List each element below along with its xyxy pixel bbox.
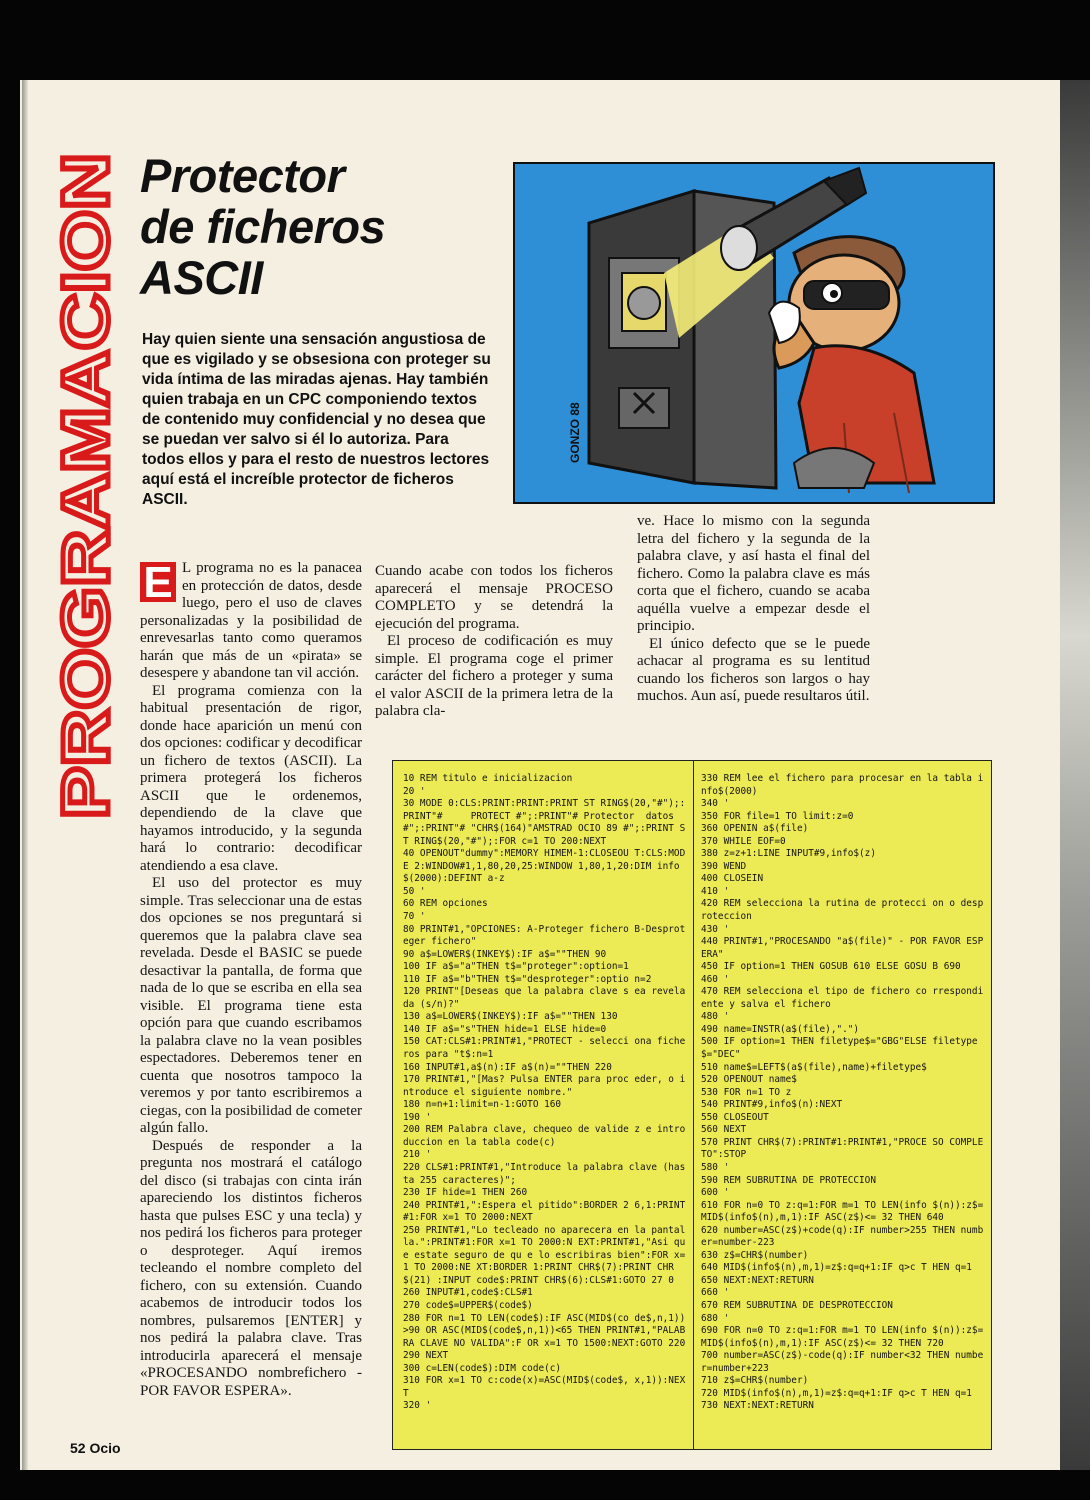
title-line-2: de ficheros [140, 200, 386, 253]
body-paragraph-text: L programa no es la panacea en protección de datos, desde luego, pero el uso de claves personalizadas y la posibilidad de enrevesarlas tanto como queramos harán que más de un «pirata» se desespere y abandone tan vil acción. [140, 560, 362, 681]
body-paragraph: El uso del protector es muy simple. Tras seleccionar una de estas dos opciones se nos preguntará si queremos que la palabra clave sea revelada. Desde el BASIC se puede desactivar la pantalla, de forma que nada de lo que se escriba en ella sea visible. El programa tiene esta opción para que cuando escribamos la palabra clave no la vean posibles espectadores. Deberemos tener en cuenta que nosotros tampoco la veremos y por tanto escribiremos a ciegas, con la posibilidad de cometer algún fallo. [140, 875, 362, 1136]
title-line-3: ASCII [140, 251, 263, 304]
drop-cap: E [140, 562, 176, 602]
listing-column-divider [693, 761, 694, 1449]
body-column-2 [375, 563, 613, 721]
code-listing-box [392, 760, 992, 1450]
body-column-1 [140, 560, 362, 1400]
body-paragraph: El proceso de codificación es muy simple. El programa coge el primer carácter del fichero a proteger y suma el valor ASCII de la primera letra de la palabra cla- [375, 633, 613, 719]
body-paragraph: El único defecto que se le puede achacar al programa es su lentitud cuando los ficheros son largos o hay muchos. Aun así, puede resultaros útil. [637, 635, 870, 704]
section-label-text: PROGRAMACION [48, 261, 122, 819]
adjacent-page-edge [1060, 80, 1090, 1470]
body-column-3 [637, 513, 870, 706]
illustration-signature: GONZO 88 [568, 402, 582, 463]
title-line-1: Protector [140, 149, 345, 202]
lead-paragraph: Hay quien siente una sensación angustiosa de que es vigilado y se obsesiona con proteger su vida íntima de las miradas ajenas. Hay también quien trabaja en un CPC componiendo textos de contenido muy confidencial y no desea que se puedan ver salvo si él lo autoriza. Para todos ellos y para el resto de nuestros lectores aquí está el increíble protector de ficheros ASCII. [142, 331, 491, 508]
body-paragraph [140, 560, 362, 683]
body-paragraph: ve. Hace lo mismo con la segunda letra del fichero y la segunda de la palabra clave, y así hasta el final del fichero. Como la palabra clave es más corta que el fichero, cuando se acaba aquélla vuelve a empezar desde el principio. [637, 513, 870, 634]
article-title [140, 150, 385, 303]
page-folio: 52 Ocio [70, 1440, 121, 1456]
section-label [48, 152, 122, 822]
code-listing-left: 10 REM titulo e inicializacion 20 ' 30 MODE 0:CLS:PRINT:PRINT:PRINT ST RING$(20,"#");:PRINT"# PROTECT #";:PRINT"# Protector datos #";:PRINT"# "CHR$(164)"AMSTRAD OCIO 89 #";:PRINT ST RING$(20,"#");:FOR c=1 TO 200:NEXT 40 OPENOUT"dummy":MEMORY HIMEM-1:CLOSEOU T:CLS:MODE 2:WINDOW#1,1,80,20,25:WINDOW 1,80,1,20:DIM info$(2000):DEFINT a-z 50 ' 60 REM opciones 70 ' 80 PRINT#1,"OPCIONES: A-Proteger fichero B-Desproteger fichero" 90 a$=LOWER$(INKEY$):IF a$=""THEN 90 100 IF a$="a"THEN t$="proteger":option=1 110 IF a$="b"THEN t$="desproteger":optio n=2 120 PRINT"[Deseas que la palabra clave s ea revelada (s/n)?" 130 a$=LOWER$(INKEY$):IF a$=""THEN 130 140 IF a$="s"THEN hide=1 ELSE hide=0 150 CAT:CLS#1:PRINT#1,"PROTECT - selecci ona ficheros para "t$:n=1 160 INPUT#1,a$(n):IF a$(n)=""THEN 220 170 PRINT#1,"[Mas? Pulsa ENTER para proc eder, o introduce el siguiente nombre." 180 n=n+1:limit=n-1:GOTO 160 190 ' 200 REM Palabra clave, chequeo de valide z e introduccion en la tabla code(c) 210 ' 220 CLS#1:PRINT#1,"Introduce la palabra clave (hasta 255 caracteres)"; 230 IF hide=1 THEN 260 240 PRINT#1,":Espera el pitido":BORDER 2 6,1:PRINT#1:FOR x=1 TO 2000:NEXT 250 PRINT#1,"Lo tecleado no aparecera en la pantalla.":PRINT#1:FOR x=1 TO 2000:N EXT:PRINT#1,"Asi que estate seguro de qu e lo escribiras bien":FOR x=1 TO 2000:NE XT:BORDER 1:PRINT CHR$(7):PRINT CHR$(21) :INPUT code$:PRINT CHR$(6):CLS#1:GOTO 27 0 260 INPUT#1,code$:CLS#1 270 code$=UPPER$(code$) 280 FOR n=1 TO LEN(code$):IF ASC(MID$(co de$,n,1))>90 OR ASC(MID$(code$,n,1))<65 THEN PRINT#1,"PALABRA CLAVE NO VALIDA":F OR x=1 TO 1500:NEXT:GOTO 220 290 NEXT 300 c=LEN(code$):DIM code(c) 310 FOR x=1 TO c:code(x)=ASC(MID$(code$, x,1)):NEXT 320 ' [403, 773, 686, 1412]
body-paragraph: El programa comienza con la habitual presentación de rigor, donde hace aparición un menú con dos opciones: codificar y decodificar un fichero de textos (ASCII). La primera protegerá los ficheros ASCII que le ordenemos, dependiendo de la clave que hayamos introducido, y la segunda hará lo contrario: decodificar atendiendo a esa clave. [140, 682, 362, 874]
page-spine-shadow [22, 80, 28, 1470]
cartoon-illustration [514, 163, 994, 503]
body-paragraph: Cuando acabe con todos los ficheros aparecerá el mensaje PROCESO COMPLETO y se detendrá la ejecución del programa. [375, 563, 613, 632]
code-listing-right: 330 REM lee el fichero para procesar en la tabla info$(2000) 340 ' 350 FOR file=1 TO limit:z=0 360 OPENIN a$(file) 370 WHILE EOF=0 380 z=z+1:LINE INPUT#9,info$(z) 390 WEND 400 CLOSEIN 410 ' 420 REM selecciona la rutina de protecci on o desproteccion 430 ' 440 PRINT#1,"PROCESANDO "a$(file)" - POR FAVOR ESPERA" 450 IF option=1 THEN GOSUB 610 ELSE GOSU B 690 460 ' 470 REM selecciona el tipo de fichero co rrespondiente y salva el fichero 480 ' 490 name=INSTR(a$(file),".") 500 IF option=1 THEN filetype$="GBG"ELSE filetype$="DEC" 510 name$=LEFT$(a$(file),name)+filetype$ 520 OPENOUT name$ 530 FOR n=1 TO z 540 PRINT#9,info$(n):NEXT 550 CLOSEOUT 560 NEXT 570 PRINT CHR$(7):PRINT#1:PRINT#1,"PROCE SO COMPLETO":STOP 580 ' 590 REM SUBRUTINA DE PROTECCION 600 ' 610 FOR n=0 TO z:q=1:FOR m=1 TO LEN(info $(n)):z$=MID$(info$(n),m,1):IF ASC(z$)<= 32 THEN 640 620 number=ASC(z$)+code(q):IF number>255 THEN number=number-223 630 z$=CHR$(number) 640 MID$(info$(n),m,1)=z$:q=q+1:IF q>c T HEN q=1 650 NEXT:NEXT:RETURN 660 ' 670 REM SUBRUTINA DE DESPROTECCION 680 ' 690 FOR n=0 TO z:q=1:FOR m=1 TO LEN(info $(n)):z$=MID$(info$(n),m,1):IF ASC(z$)<= 32 THEN 720 700 number=ASC(z$)-code(q):IF number<32 THEN number=number+223 710 z$=CHR$(number) 720 MID$(info$(n),m,1)=z$:q=q+1:IF q>c T HEN q=1 730 NEXT:NEXT:RETURN [701, 773, 984, 1412]
body-paragraph: Después de responder a la pregunta nos mostrará el catálogo del disco (si trabajas con cinta irán apareciendo los distintos ficheros hasta que pulses ESC y una tecla) y nos pedirá los ficheros para proteger o desproteger. Aquí iremos tecleando el nombre completo del fichero, con su extensión. Cuando acabemos de introducir todos los nombres, pulsaremos [ENTER] y nos pedirá la palabra clave. Tras introducirla aparecerá el mensaje «PROCESANDO nombrefichero - POR FAVOR ESPERA». [140, 1137, 362, 1399]
